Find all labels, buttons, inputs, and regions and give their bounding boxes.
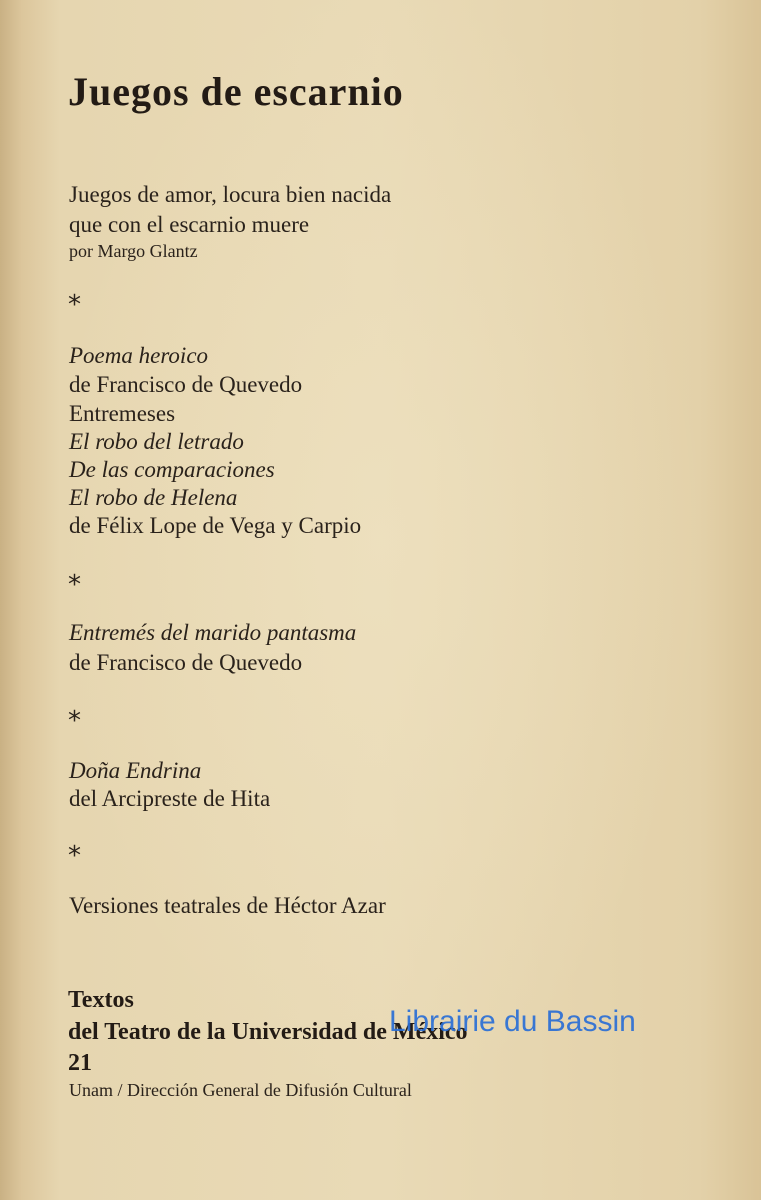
separator-2: * xyxy=(68,570,81,600)
separator-1: * xyxy=(68,290,81,320)
separator-3: * xyxy=(68,706,81,736)
series-number: 21 xyxy=(68,1050,92,1076)
author-lope-de-vega: de Félix Lope de Vega y Carpio xyxy=(69,513,362,538)
author-quevedo-2: de Francisco de Quevedo xyxy=(69,650,303,675)
author-arcipreste-hita: del Arcipreste de Hita xyxy=(69,786,271,811)
work-robo-letrado: El robo del letrado xyxy=(69,429,244,454)
publisher-line: Unam / Dirección General de Difusión Cultural xyxy=(69,1080,412,1100)
work-poema-heroico: Poema heroico xyxy=(69,343,209,368)
series-line-1: Textos xyxy=(68,987,134,1013)
work-robo-helena: El robo de Helena xyxy=(69,485,238,510)
work-dona-endrina: Doña Endrina xyxy=(69,758,202,783)
work-comparaciones: De las comparaciones xyxy=(69,457,275,482)
versions-credit: Versiones teatrales de Héctor Azar xyxy=(69,893,386,918)
work-marido-pantasma: Entremés del marido pantasma xyxy=(69,620,357,645)
page-title: Juegos de escarnio xyxy=(68,69,404,114)
watermark: Librairie du Bassin xyxy=(389,1005,636,1038)
separator-4: * xyxy=(68,841,81,871)
author-quevedo-1: de Francisco de Quevedo xyxy=(69,372,303,397)
essay-title-line-2: que con el escarnio muere xyxy=(69,212,310,237)
series-line-2: del Teatro de la Universidad de México xyxy=(68,1019,468,1045)
entremeses-heading: Entremeses xyxy=(69,401,176,426)
essay-author: por Margo Glantz xyxy=(69,241,198,261)
essay-title-line-1: Juegos de amor, locura bien nacida xyxy=(69,182,392,207)
